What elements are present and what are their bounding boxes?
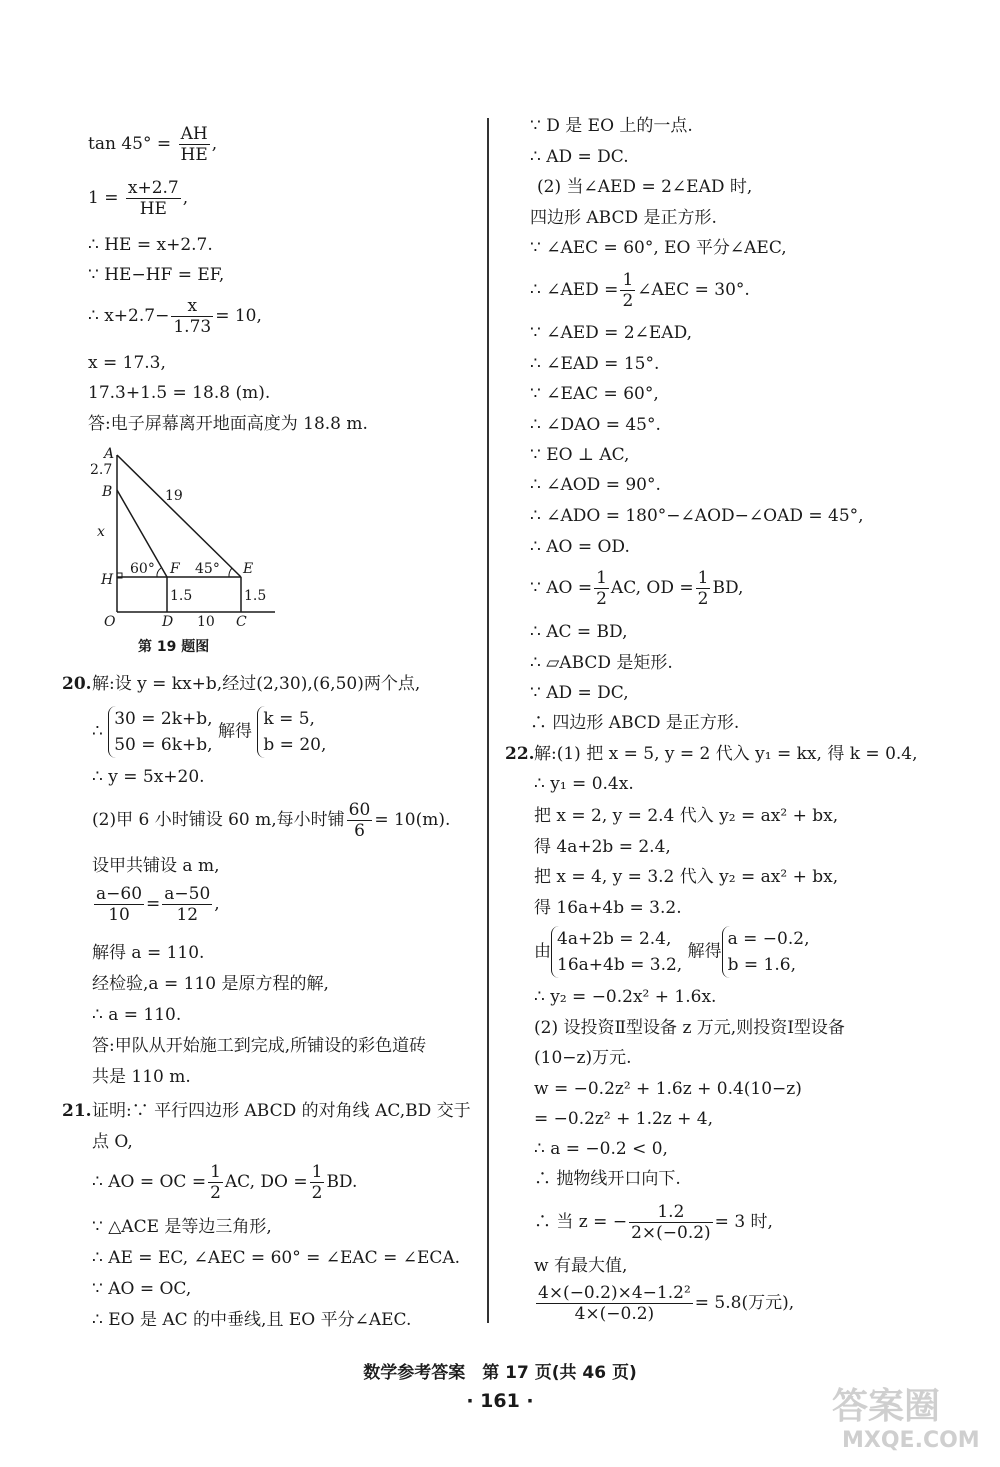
text: ∠AEC = 30°. <box>637 280 750 300</box>
denominator: 2×(−0.2) <box>631 1223 711 1243</box>
text: ∴ AO = OC = <box>92 1172 207 1192</box>
label-x: x <box>97 524 105 540</box>
text-line: ∴ 抛物线开口向下. <box>534 1169 681 1189</box>
label-B: B <box>102 484 113 500</box>
equation: a = −0.2, <box>727 929 810 949</box>
denominator: 1.73 <box>173 317 212 337</box>
label-F: F <box>170 561 180 577</box>
line-AE <box>117 455 241 577</box>
label-H: H <box>101 572 114 588</box>
text-line: ∵ EO ⊥ AC, <box>530 445 630 465</box>
watermark-url: MXQE.COM <box>842 1428 980 1453</box>
equation: k = 5, <box>263 709 315 729</box>
text-line: 答:电子屏幕离开地面高度为 18.8 m. <box>88 414 368 434</box>
text-line: 四边形 ABCD 是正方形. <box>530 208 717 228</box>
equation: 30 = 2k+b, <box>114 709 213 729</box>
eq-tan45 <box>88 124 217 165</box>
text-line: 解:设 y = kx+b,经过(2,30),(6,50)两个点, <box>92 674 421 694</box>
text: (2)甲 6 小时铺设 60 m,每小时铺 <box>92 810 345 830</box>
fraction <box>208 1162 223 1203</box>
text-line: ∴ HE = x+2.7. <box>88 235 213 255</box>
text: ∵ AO = <box>530 578 593 598</box>
numerator: a−60 <box>96 884 143 904</box>
eq-q22-max <box>534 1283 794 1324</box>
question-number-21: 21. <box>62 1101 92 1121</box>
eq-q22-vertex <box>534 1202 773 1243</box>
text: ∴ 当 z = − <box>534 1212 628 1232</box>
denominator: 4×(−0.2) <box>574 1304 655 1324</box>
text-line: 答:甲队从开始施工到完成,所铺设的彩色道砖 <box>92 1036 427 1056</box>
text-line: ∴ ▱ABCD 是矩形. <box>530 653 673 673</box>
numerator: 1 <box>697 568 709 588</box>
denominator: 2 <box>311 1183 323 1203</box>
text-line: (2) 当∠AED = 2∠EAD 时, <box>537 177 753 197</box>
text-line: ∵ AD = DC, <box>530 683 629 703</box>
text-line: ∴ AE = EC, ∠AEC = 60° = ∠EAC = ∠ECA. <box>92 1248 461 1268</box>
eq-r6 <box>530 270 750 311</box>
text-line: ∴ ∠AOD = 90°. <box>530 475 661 495</box>
system-brace <box>257 706 326 758</box>
denominator: HE <box>180 145 208 165</box>
numerator: 1 <box>596 568 607 588</box>
text-line: 解得 a = 110. <box>92 943 205 963</box>
denominator: HE <box>139 199 167 219</box>
numerator: 1.2 <box>629 1202 713 1223</box>
text-line: (2) 设投资Ⅱ型设备 z 万元,则投资Ⅰ型设备 <box>534 1018 845 1038</box>
numerator: AH <box>179 124 210 145</box>
label-E: E <box>243 561 254 577</box>
text: = <box>146 894 161 914</box>
equation: b = 1.6, <box>727 955 796 975</box>
text-line: 把 x = 2, y = 2.4 代入 y₂ = ax² + bx, <box>534 806 839 826</box>
text-line: ∵ HE−HF = EF, <box>88 265 225 285</box>
numerator: 60 <box>348 800 371 820</box>
system-brace <box>722 926 810 978</box>
label-A: A <box>104 446 115 462</box>
text-line: ∵ D 是 EO 上的一点. <box>530 116 693 136</box>
text-line: 点 O, <box>92 1132 133 1152</box>
denominator: 2 <box>210 1183 221 1203</box>
figure-caption: 第 19 题图 <box>138 639 210 655</box>
eq-one <box>88 178 188 219</box>
label-O: O <box>104 614 116 630</box>
text-line: ∴ a = −0.2 < 0, <box>534 1139 668 1159</box>
fraction <box>347 800 373 841</box>
watermark-logo: 答案圈 <box>832 1386 941 1427</box>
fraction <box>179 124 210 165</box>
text: AC, OD = <box>610 578 694 598</box>
text-line: 把 x = 4, y = 3.2 代入 y₂ = ax² + bx, <box>534 867 839 887</box>
numerator: x+2.7 <box>127 178 179 198</box>
denominator: 2 <box>622 291 634 311</box>
eq-q21-halves <box>92 1162 357 1203</box>
text: AC, DO = <box>224 1172 308 1192</box>
footer-page-info: 数学参考答案 第 17 页(共 46 页) <box>363 1363 637 1383</box>
text-line: w 有最大值, <box>534 1256 628 1276</box>
text: , <box>182 188 189 208</box>
eq-q20-ratio <box>92 884 220 925</box>
text: BD, <box>712 578 744 598</box>
numerator: 1 <box>622 270 634 290</box>
denominator: 12 <box>176 905 199 925</box>
text: 1 = <box>88 188 119 208</box>
label-1-5-left: 1.5 <box>170 588 193 604</box>
text-line: 经检验,a = 110 是原方程的解, <box>92 974 329 994</box>
equation-system-20 <box>92 706 326 758</box>
numerator: a−50 <box>164 884 211 904</box>
eq-r15 <box>530 568 743 609</box>
text-line: ∴ a = 110. <box>92 1005 182 1025</box>
text-line: ∴ 四边形 ABCD 是正方形. <box>530 713 740 733</box>
text-line: ∵ △ACE 是等边三角形, <box>92 1217 272 1237</box>
equation: 16a+4b = 3.2, <box>557 955 683 975</box>
text-line: 设甲共铺设 a m, <box>92 856 220 876</box>
text-line: ∴ y₂ = −0.2x² + 1.6x. <box>534 987 717 1007</box>
text: 由 <box>534 941 551 962</box>
text-line: 17.3+1.5 = 18.8 (m). <box>88 383 271 403</box>
text-line: ∴ AO = OD. <box>530 537 630 557</box>
text-line: 证明:∵ 平行四边形 ABCD 的对角线 AC,BD 交于 <box>92 1101 471 1121</box>
numerator: x <box>171 296 213 317</box>
eq-x-solve <box>88 296 262 337</box>
label-60-deg: 60° <box>130 561 155 577</box>
numerator: 1 <box>210 1162 221 1182</box>
eq-q20-part2 <box>92 800 450 841</box>
fraction <box>620 270 635 311</box>
text-line: ∴ y = 5x+20. <box>92 767 205 787</box>
label-C: C <box>236 614 247 630</box>
text-line: 得 16a+4b = 3.2. <box>534 898 682 918</box>
text-line: ∴ AD = DC. <box>530 147 629 167</box>
label-2-7: 2.7 <box>90 462 113 478</box>
text-line: ∵ ∠EAC = 60°, <box>530 384 659 404</box>
text: ∴ <box>92 721 103 742</box>
text: ∴ x+2.7− <box>88 306 170 326</box>
label-1-5-right: 1.5 <box>244 588 267 604</box>
label-45-deg: 45° <box>195 561 220 577</box>
equation: 50 = 6k+b, <box>114 735 213 755</box>
text-line: ∴ ∠ADO = 180°−∠AOD−∠OAD = 45°, <box>530 506 864 526</box>
column-divider <box>487 118 489 1323</box>
text-line: = −0.2z² + 1.2z + 4, <box>534 1109 714 1129</box>
angle-arc-60 <box>157 568 161 577</box>
text-line: ∴ EO 是 AC 的中垂线,且 EO 平分∠AEC. <box>92 1310 412 1330</box>
question-number-22: 22. <box>505 744 535 764</box>
text: = 10(m). <box>374 810 451 830</box>
text-line: (10−z)万元. <box>534 1048 632 1068</box>
text: 解得 <box>217 721 252 742</box>
text-line: ∵ ∠AEC = 60°, EO 平分∠AEC, <box>530 238 787 258</box>
text: = 5.8(万元), <box>694 1293 795 1313</box>
fraction <box>696 568 711 609</box>
text-line: 得 4a+2b = 2.4, <box>534 837 671 857</box>
text-line: ∴ ∠DAO = 45°. <box>530 415 661 435</box>
text: tan 45° = <box>88 134 172 154</box>
fraction <box>536 1283 693 1324</box>
denominator: 6 <box>354 821 365 841</box>
fraction <box>310 1162 325 1203</box>
text: ∴ ∠AED = <box>530 280 619 300</box>
equation: 4a+2b = 2.4, <box>557 929 672 949</box>
page-number: · 161 · <box>466 1390 534 1412</box>
text-line: 解:(1) 把 x = 5, y = 2 代入 y₁ = kx, 得 k = 0.4, <box>534 744 918 764</box>
denominator: 2 <box>697 589 709 609</box>
fraction <box>126 178 181 219</box>
fraction <box>94 884 144 925</box>
text: , <box>211 134 218 154</box>
fraction <box>171 296 213 337</box>
text-line: ∵ AO = OC, <box>92 1279 192 1299</box>
numerator: 4×(−0.2)×4−1.2² <box>538 1283 691 1303</box>
label-19: 19 <box>165 488 183 504</box>
text: BD. <box>326 1172 358 1192</box>
angle-arc-45 <box>229 568 232 577</box>
text-line: ∴ y₁ = 0.4x. <box>534 774 634 794</box>
text: = 10, <box>215 306 262 326</box>
equation-system-22 <box>534 926 809 978</box>
denominator: 10 <box>108 905 130 925</box>
equation: b = 20, <box>263 735 327 755</box>
text-line: ∵ ∠AED = 2∠EAD, <box>530 323 693 343</box>
label-10: 10 <box>197 614 215 630</box>
text-line: ∴ ∠EAD = 15°. <box>530 354 660 374</box>
label-D: D <box>162 614 174 630</box>
fraction <box>594 568 609 609</box>
numerator: 1 <box>311 1162 323 1182</box>
system-brace <box>108 706 212 758</box>
question-number-20: 20. <box>62 674 92 694</box>
text: 解得 <box>687 941 722 962</box>
fraction <box>162 884 212 925</box>
system-brace <box>551 926 682 978</box>
text-line: w = −0.2z² + 1.6z + 0.4(10−z) <box>534 1079 802 1099</box>
text-line: 共是 110 m. <box>92 1067 191 1087</box>
text: = 3 时, <box>714 1212 773 1232</box>
fraction <box>629 1202 713 1243</box>
text: , <box>214 894 220 914</box>
text-line: ∴ AC = BD, <box>530 622 628 642</box>
text-line: x = 17.3, <box>88 353 166 373</box>
denominator: 2 <box>596 589 607 609</box>
figure-19-diagram <box>80 440 290 660</box>
